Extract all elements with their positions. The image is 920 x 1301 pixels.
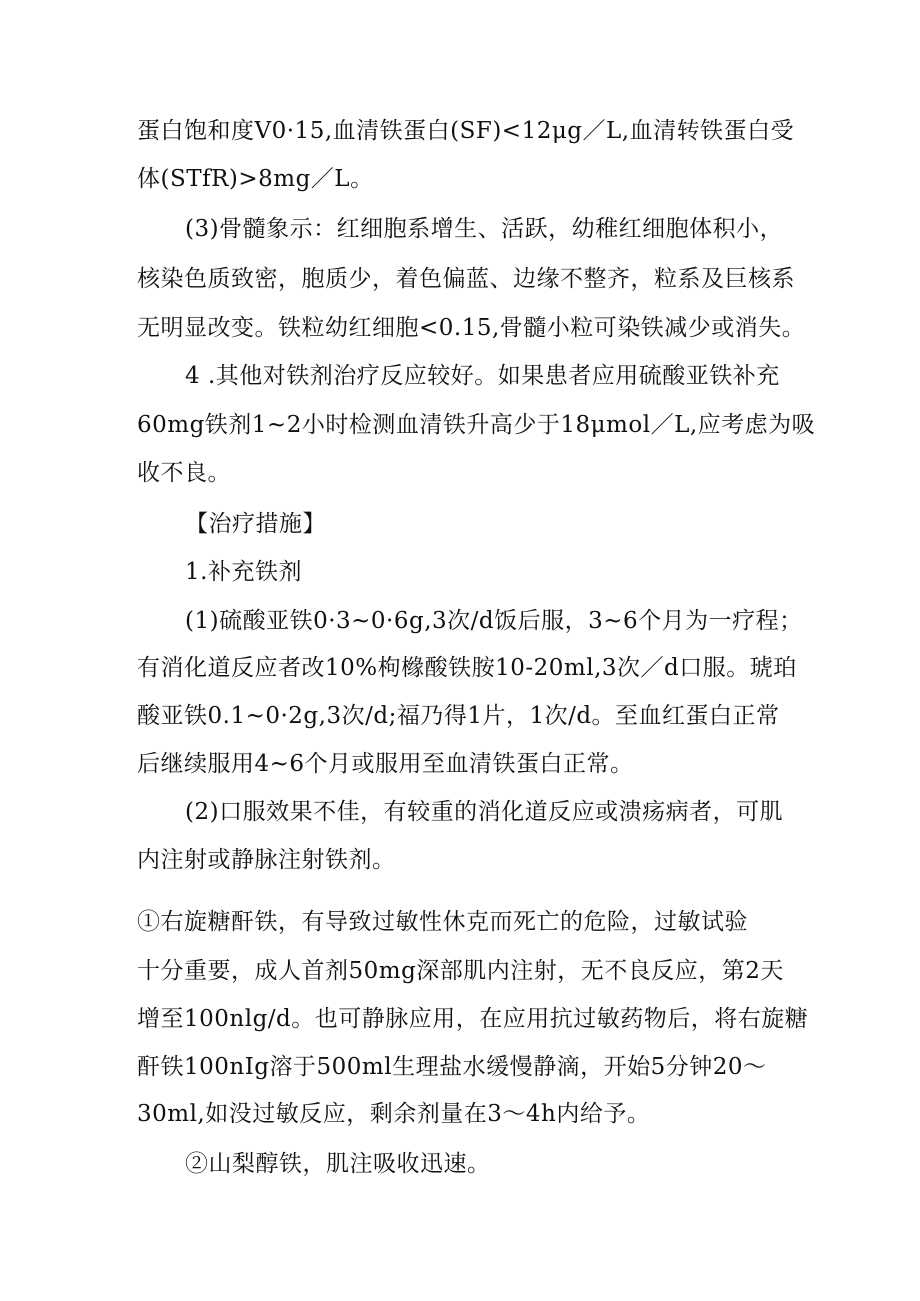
text-line: 体(STfR)>8mg／L。 <box>137 166 374 192</box>
text-line: 有消化道反应者改10%枸橼酸铁胺10-20ml,3次／d口服。琥珀 <box>137 655 797 681</box>
text-line: 后继续服用4~6个月或服用至血清铁蛋白正常。 <box>137 751 634 777</box>
text-line: 十分重要，成人首剂50mg深部肌内注射，无不良反应，第2天 <box>137 958 784 984</box>
section-heading: 【治疗措施】 <box>185 511 326 537</box>
text-line: 4 .其他对铁剂治疗反应较好。如果患者应用硫酸亚铁补充 <box>185 363 780 389</box>
text-line: (1)硫酸亚铁0·3~0·6g,3次/d饭后服，3~6个月为一疗程； <box>185 608 803 634</box>
text-line: (2)口服效果不佳，有较重的消化道反应或溃疡病者，可肌 <box>185 799 784 825</box>
text-line: 核染色质致密，胞质少，着色偏蓝、边缘不整齐，粒系及巨核系 <box>137 266 795 292</box>
text-line: 增至100nlg/d。也可静脉应用，在应用抗过敏药物后，将右旋糖 <box>137 1006 809 1032</box>
text-line: ①右旋糖酐铁，有导致过敏性休克而死亡的危险，过敏试验 <box>137 909 748 935</box>
text-line: 收不良。 <box>137 460 231 486</box>
subsection-heading: 1.补充铁剂 <box>185 559 302 585</box>
text-line: (3)骨髓象示：红细胞系增生、活跃，幼稚红细胞体积小， <box>185 216 784 242</box>
text-line: 蛋白饱和度V0·15,血清铁蛋白(SF)<12μg／L,血清转铁蛋白受 <box>137 118 795 144</box>
text-line: 酸亚铁0.1~0·2g,3次/d;福乃得1片，1次/d。至血红蛋白正常 <box>137 703 780 729</box>
text-line: 30ml,如没过敏反应，剩余剂量在3～4h内给予。 <box>137 1101 651 1127</box>
text-line: 酐铁100nIg溶于500ml生理盐水缓慢静滴，开始5分钟20～ <box>137 1054 767 1080</box>
text-line: ②山梨醇铁，肌注吸收迅速。 <box>185 1151 491 1177</box>
text-line: 60mg铁剂1~2小时检测血清铁升高少于18μmol／L,应考虑为吸 <box>137 412 816 438</box>
text-line: 无明显改变。铁粒幼红细胞<0.15,骨髓小粒可染铁减少或消失。 <box>137 315 806 341</box>
text-line: 内注射或静脉注射铁剂。 <box>137 847 396 873</box>
